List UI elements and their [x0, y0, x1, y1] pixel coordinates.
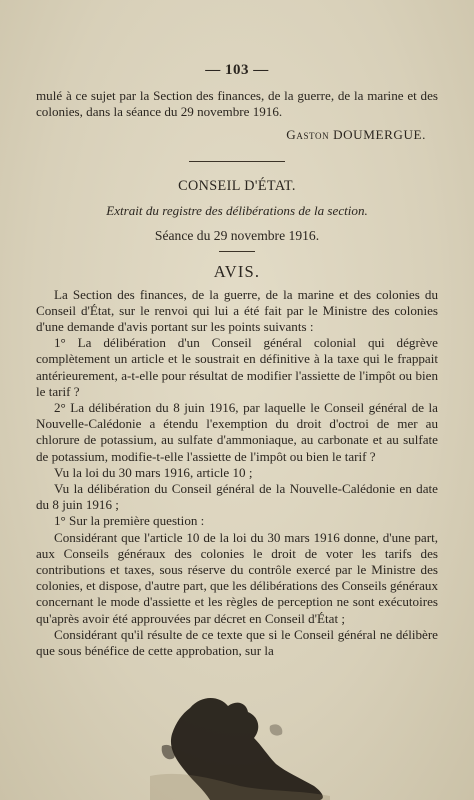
- avis-title: AVIS.: [213, 262, 261, 282]
- page-number: — 103 —: [205, 62, 269, 78]
- short-divider: [219, 251, 255, 252]
- intro-continuation: mulé à ce sujet par la Section des finances, de la guerre, de la marine et des colonies, dans la séance du 29 novembre 1916.: [36, 88, 438, 120]
- ink-stain: [150, 686, 330, 800]
- paragraph-2: 1° La délibération d'un Conseil général colonial qui dégrève complètement un article et le soustrait en définitive à la taxe qui le frappait antérieurement, a-t-elle pour résultat de modifier l'assiette de l'impôt ou bien le tarif ?: [36, 335, 438, 399]
- paragraph-1: La Section des finances, de la guerre, de la marine et des colonies du Conseil d'État, sur le renvoi qui lui a été fait par le Ministre des colonies d'une demande d'avis portant sur les points suivants :: [36, 286, 438, 335]
- session-date: Séance du 29 novembre 1916.: [154, 228, 320, 244]
- council-heading: CONSEIL D'ÉTAT.: [178, 177, 296, 194]
- extract-subtitle: Extrait du registre des délibérations de la section.: [106, 203, 368, 219]
- signature: Gaston DOUMERGUE.: [286, 126, 426, 142]
- document-body: [36, 62, 438, 659]
- paragraph-5: Vu la délibération du Conseil général de la Nouvelle-Calédonie en date du 8 juin 1916 ;: [36, 481, 438, 513]
- paragraph-3: 2° La délibération du 8 juin 1916, par laquelle le Conseil général de la Nouvelle-Calédonie a étendu l'exemption du droit d'octroi de mer au chlorure de potassium, au sulfate d'ammoniaque, au carbonate et au sulfate de potassium, modifie-t-elle l'assiette de l'impôt ou bien le tarif ?: [36, 400, 438, 464]
- paragraph-4: Vu la loi du 30 mars 1916, article 10 ;: [54, 464, 253, 480]
- paragraph-8: Considérant qu'il résulte de ce texte que si le Conseil général ne délibère que sous bénéfice de cette approbation, sur la: [36, 626, 438, 659]
- paragraph-7: Considérant que l'article 10 de la loi du 30 mars 1916 donne, d'une part, aux Conseils généraux des colonies le droit de voter les tarifs des contributions et taxes, sous réserve du contrôle exercé par le Ministre des colonies, et dispose, d'autre part, que les délibérations des Conseils généraux concernant le mode d'assiette et les règles de perception ne sont exécutoires qu'après avoir été approuvées par décret en Conseil d'État ;: [36, 529, 438, 626]
- section-divider: [189, 161, 285, 162]
- paragraph-6: 1° Sur la première question :: [54, 513, 205, 529]
